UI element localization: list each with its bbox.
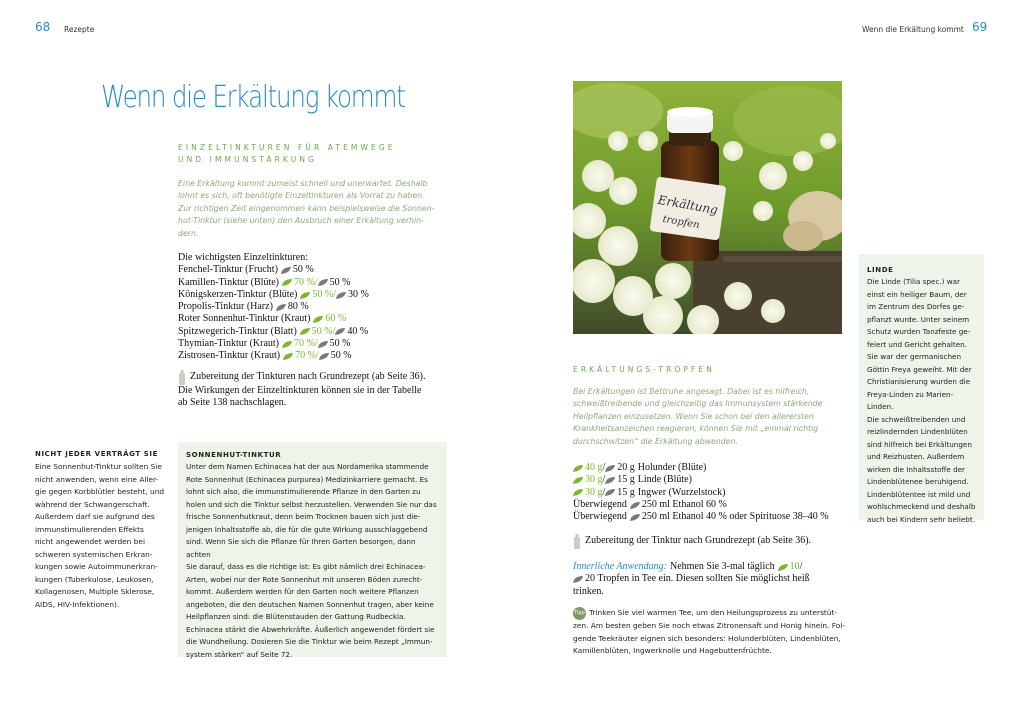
side-box-text — [35, 461, 165, 611]
tincture-percent-fresh: 70 % — [295, 350, 316, 362]
tincture-name: Königskerzen-Tinktur (Blüte) — [178, 288, 298, 300]
text-line: kungen sowie Autoimmunerkran- — [35, 562, 158, 571]
tincture-row: Thymian-Tinktur (Kraut) 70 % / 50 % — [178, 338, 351, 350]
text-line: wirken die Inhaltsstoffe der — [867, 464, 966, 474]
side-box-heading: NICHT JEDER VERTRÄGT SIE — [35, 450, 158, 458]
text-line: wohlschmeckend und deshalb — [867, 502, 976, 511]
tincture-percent: 50 % — [292, 264, 314, 276]
green-leaf-icon — [282, 341, 292, 348]
text-line: reizlindernden Lindenblüten — [867, 427, 968, 436]
tincture-row — [178, 301, 458, 313]
intro-line: hut-Tinktur (siehe unten) den Ausbruch einer Erkältung verhin- — [178, 216, 424, 226]
grey-leaf-icon — [605, 489, 615, 496]
text-line: frische Sonnenhutkraut, denn beim Trocknen bauen sich just die- — [186, 512, 421, 521]
text-line: gie gegen Korbblütler besteht, und — [35, 487, 165, 496]
tincture-percent: 60 % — [325, 313, 347, 325]
tincture-name: Fenchel-Tinktur (Frucht) — [178, 264, 278, 276]
tincture-row — [178, 313, 458, 325]
text-line: Schutz wurden Tanzfeste ge- — [867, 327, 971, 336]
text-line: lohnt sich also, die immunstimulierende Pflanze in den Garten zu — [186, 487, 421, 496]
tincture-row: Spitzwegerich-Tinktur (Blatt) 50 % / 40 % — [178, 325, 369, 337]
intro-line: lohnt es sich, oft benötigte Einzeltinkturen als Vorrat zu haben. — [178, 191, 425, 201]
text-line: die Wundheilung. Dosieren Sie die Tinktur wie beim Rezept „Immun- — [186, 637, 433, 646]
text-line: während der Schwangerschaft. — [35, 499, 150, 509]
grey-leaf-icon — [335, 328, 345, 335]
linde-box-heading: LINDE — [867, 266, 894, 274]
tincture-percent-dried: 40 % — [347, 325, 369, 337]
ingredient-row: 30 g / 15 g Ingwer (Wurzelstock) — [573, 487, 863, 499]
tincture-percent-fresh: 50 % — [311, 325, 333, 337]
tipp-block — [573, 607, 863, 658]
tincture-percent-dried: 50 % — [329, 276, 351, 288]
prep-line: ab Seite 138 nachschlagen. — [178, 397, 287, 409]
recipe-subheading: ERKÄLTUNGS-TROPFEN — [573, 365, 715, 374]
green-leaf-icon — [313, 316, 323, 323]
text-line: Unter dem Namen Echinacea hat der aus Nordamerika stammende — [186, 462, 429, 471]
running-head-right: Wenn die Erkältung kommt — [862, 25, 964, 34]
text-line: Sie darauf, dass es die richtige ist: Es gibt nämlich drei Echinacea- — [186, 562, 426, 571]
prep-line: Zubereitung der Tinkturen nach Grundrezept (ab Seite 36). — [190, 371, 426, 383]
grey-leaf-icon — [573, 576, 583, 583]
text-line: holen und sich die Tinktur selbst herzustellen. Verwenden Sie nur das — [186, 499, 437, 509]
tincture-row: Kamillen-Tinktur (Blüte) 70 % / 50 % — [178, 276, 351, 288]
ingredient-name: Holunder (Blüte) — [637, 462, 707, 473]
page-number-right: 69 — [972, 20, 988, 34]
prep-note — [178, 370, 458, 410]
green-box-linde — [859, 254, 984, 524]
green-leaf-icon — [283, 353, 293, 360]
usage-text: Nehmen Sie 3-mal täglich — [669, 561, 775, 572]
intro-line: Zur richtigen Zeit eingenommen kann beispielsweise die Sonnen- — [178, 203, 435, 213]
text-line: einst ein heiliger Baum, der — [867, 289, 967, 299]
text-line: Rote Sonnenhut (Echinacea purpurea) Medizinkarriere gemacht. Es — [186, 474, 428, 484]
text-line: Christianisierung wurden die — [867, 377, 971, 386]
overpour-label: Überwiegend — [573, 511, 627, 523]
recipe-prep — [573, 534, 863, 549]
subheading-line: UND IMMUNSTÄRKUNG — [178, 155, 317, 164]
tipp-line: Trinken Sie viel warmen Tee, um den Heilungsprozess zu unterstüt- — [589, 608, 838, 618]
usage-line: 20 Tropfen in Tee ein. Diesen sollten Sie möglichst heiß — [585, 573, 810, 585]
section-subheading — [178, 142, 396, 166]
photo-illustration — [573, 81, 842, 334]
overpour-text: 250 ml Ethanol 60 % — [641, 498, 727, 510]
ingredient-name: Ingwer (Wurzelstock) — [637, 486, 726, 498]
text-line: Lindenblütentee ist mild und — [867, 489, 971, 499]
text-line: Freya-Linden zu Marien-Linden. — [867, 389, 954, 411]
linde-box-text — [867, 276, 976, 526]
bottle-icon — [573, 534, 581, 549]
tincture-name: Spitzwegerich-Tinktur (Blatt) — [178, 325, 297, 337]
text-line: Heilpflanzen sind: die Blütenstauden der Gattung Rudbeckia. — [186, 612, 406, 621]
text-line: kommt. Außerdem werden für den Garten noch weitere Pflanzen — [186, 587, 419, 596]
tincture-percent-dried: 50 % — [330, 350, 352, 362]
green-leaf-icon — [573, 465, 583, 472]
tipp-line: Kamillenblüten, Ingwerknolle und Hagebuttenfrüchte. — [573, 646, 772, 655]
grey-leaf-icon — [318, 279, 328, 286]
text-line: Echinacea stärkt die Abwehrkräfte. Äußerlich angewendet fördert sie — [186, 624, 435, 634]
text-line: nicht anwenden, wenn eine Aller- — [35, 474, 159, 484]
text-line: sind hilfreich bei Erkältungen — [867, 439, 972, 449]
overpour-text: 250 ml Ethanol 40 % oder Spirituose 38–40 % — [641, 511, 829, 523]
side-box-warning — [35, 450, 165, 611]
intro-line: schweißtreibende und gleichzeitig das Immunsystem stärkende — [573, 399, 823, 409]
ingredient-fresh-amount: 40 g — [585, 462, 603, 473]
green-box-heading: SONNENHUT-TINKTUR — [186, 451, 282, 459]
text-line: immunstimulierenden Effekts — [35, 524, 144, 534]
usage-line: trinken. — [573, 585, 604, 597]
tincture-percent-dried: 50 % — [329, 338, 351, 350]
ingredient-fresh-amount: 30 g — [585, 486, 603, 498]
tincture-list — [178, 252, 458, 363]
tipp-line: zen. Am besten geben Sie noch etwas Zitronensaft und Honig hinein. Fol- — [573, 621, 845, 630]
text-line: Sie war der germanischen — [867, 352, 962, 361]
overpour-line — [573, 499, 863, 511]
green-leaf-icon — [573, 489, 583, 496]
grey-leaf-icon — [630, 514, 640, 521]
intro-line: durchschwitzen“ die Erkältung abwenden. — [573, 436, 738, 446]
grey-leaf-icon — [605, 465, 615, 472]
intro-paragraph — [178, 178, 448, 240]
running-head-left: Rezepte — [64, 25, 95, 34]
text-line: und Reizhusten. Außerdem — [867, 452, 965, 461]
tincture-name: Kamillen-Tinktur (Blüte) — [178, 276, 280, 288]
grey-leaf-icon — [281, 267, 291, 274]
tincture-row: Zistrosen-Tinktur (Kraut) 70 % / 50 % — [178, 350, 352, 362]
ingredient-dried-amount: 15 g — [617, 486, 635, 498]
tincture-name: Roter Sonnenhut-Tinktur (Kraut) — [178, 313, 311, 325]
grey-leaf-icon — [318, 341, 328, 348]
text-line: jenigen Inhaltsstoffe ab, die für die gute Wirkung ausschlaggebend — [186, 524, 428, 534]
intro-line: Eine Erkältung kommt zumeist schnell und unerwartet. Deshalb — [178, 179, 428, 188]
text-line: pflanzt wurde. Unter seinem — [867, 314, 970, 324]
ingredient-row: 30 g / 15 g Linde (Blüte) — [573, 474, 863, 486]
grey-leaf-icon — [630, 502, 640, 509]
text-line: Außerdem darf sie aufgrund des — [35, 512, 155, 521]
recipe-intro — [573, 386, 853, 448]
tincture-percent: 80 % — [287, 301, 309, 313]
tincture-list-heading: Die wichtigsten Einzeltinkturen: — [178, 252, 308, 263]
text-line: kungen (Tuberkulose, Leukosen, — [35, 574, 154, 584]
tipp-line: gende Teekräuter eignen sich besonders: Holunderblüten, Lindenblüten, — [573, 633, 841, 643]
text-line: Die schweißtreibenden und — [867, 414, 966, 424]
text-line: nicht angewendet werden bei — [35, 537, 146, 546]
subheading-line: EINZELTINKTUREN FÜR ATEMWEGE — [178, 143, 396, 152]
tincture-name: Thymian-Tinktur (Kraut) — [178, 338, 280, 350]
tincture-percent-dried: 30 % — [347, 288, 369, 300]
tincture-row — [178, 264, 458, 276]
ingredient-list — [573, 462, 863, 523]
text-line: Lindenblütenee beruhigend. — [867, 477, 969, 486]
tincture-photo — [573, 81, 842, 334]
tincture-percent-fresh: 70 % — [294, 276, 315, 288]
usage-label: Innerliche Anwendung: — [573, 561, 667, 572]
green-leaf-icon — [573, 477, 583, 484]
text-line: Arten, wobei nur der Rote Sonnenhut mit unseren Böden zurecht- — [186, 574, 423, 584]
green-leaf-icon — [300, 328, 310, 335]
ingredient-dried-amount: 15 g — [617, 474, 635, 486]
grey-leaf-icon — [336, 292, 346, 299]
green-leaf-icon — [282, 279, 292, 286]
grey-leaf-icon — [276, 304, 286, 311]
tincture-percent-fresh: 70 % — [294, 338, 315, 350]
ingredient-row: 40 g / 20 g Holunder (Blüte) — [573, 462, 863, 474]
prep-line: Zubereitung der Tinktur nach Grundrezept (ab Seite 36). — [585, 535, 812, 547]
text-line: feiert und Gericht gehalten. — [867, 339, 967, 349]
grey-leaf-icon — [605, 477, 615, 484]
overpour-label: Überwiegend — [573, 498, 627, 510]
bottle-label-text: Erkältung — [656, 192, 720, 218]
tincture-name: Zistrosen-Tinktur (Kraut) — [178, 350, 281, 362]
usage-amount: 10 — [789, 561, 800, 572]
ingredient-dried-amount: 20 g — [617, 462, 635, 473]
intro-line: dern. — [178, 228, 199, 238]
ingredient-fresh-amount: 30 g — [585, 474, 603, 486]
text-line: Kollagenosen, Multiple Sklerose, — [35, 587, 155, 596]
text-line: sind. Wenn Sie sich die Pflanze für Ihren Garten besorgen, dann achten — [186, 537, 416, 559]
text-line: Die Linde (Tilia spec.) war — [867, 277, 961, 286]
tipp-badge-icon: Tipp — [573, 607, 586, 620]
page-number-left: 68 — [35, 20, 51, 34]
text-line: AIDS, HIV-Infektionen). — [35, 599, 120, 609]
green-leaf-icon — [300, 292, 310, 299]
prep-line: Die Wirkungen der Einzeltinkturen können sie in der Tabelle — [178, 385, 422, 396]
tincture-name: Propolis-Tinktur (Harz) — [178, 301, 273, 313]
green-box-text — [186, 461, 439, 661]
ingredient-name: Linde (Blüte) — [637, 474, 692, 486]
text-line: Göttin Freya geweiht. Mit der — [867, 364, 972, 374]
green-leaf-icon — [778, 564, 788, 571]
text-line: im Zentrum des Dorfes ge- — [867, 302, 965, 311]
text-line: angeboten, die den deutschen Namen Sonnenhut tragen, aber keine — [186, 599, 434, 609]
page-title: Wenn die Erkältung kommt — [101, 80, 405, 115]
intro-line: Bei Erkältungen ist Bettruhe angesagt. Dabei ist es hilfreich, — [573, 387, 810, 396]
green-box-sonnenhut — [178, 442, 447, 657]
intro-line: Krankheitsanzeichen reagieren, können Sie mit „einmal richtig — [573, 424, 819, 434]
usage-block: Innerliche Anwendung: Nehmen Sie 3-mal täglich 10 / 20 Tropfen in Tee ein. Diesen sollten Sie möglichst heiß trinken. — [573, 561, 863, 598]
text-line: auch bei Kindern sehr beliebt. — [867, 514, 975, 524]
text-line: schweren systemischen Erkran- — [35, 549, 153, 559]
text-line: Eine Sonnenhut-Tinktur sollten Sie — [35, 462, 162, 471]
tincture-row: Königskerzen-Tinktur (Blüte) 50 % / 30 % — [178, 288, 369, 300]
bottle-label-text: tropfen — [661, 213, 701, 232]
tincture-percent-fresh: 50 % — [312, 288, 334, 300]
text-line: system stärken“ auf Seite 72. — [186, 649, 293, 659]
intro-line: Heilpflanzen einzusetzen. Wenn Sie schon bei den allerersten — [573, 411, 814, 421]
bottle-icon — [178, 370, 186, 385]
overpour-line — [573, 511, 863, 523]
grey-leaf-icon — [319, 353, 329, 360]
